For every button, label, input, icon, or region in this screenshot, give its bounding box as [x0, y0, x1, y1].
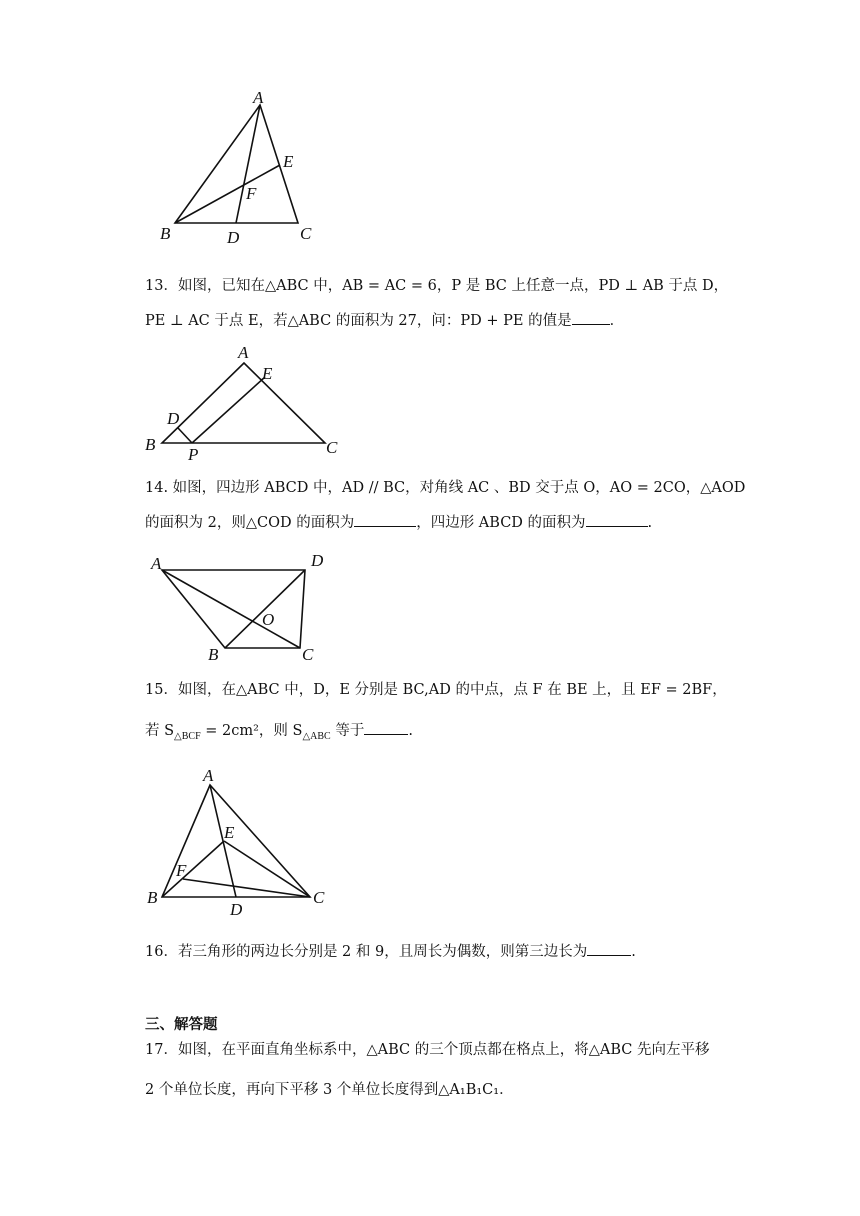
answer-blank-15[interactable]: [364, 720, 408, 735]
label-f: F: [176, 861, 187, 880]
label-b: B: [147, 888, 158, 907]
subscript-bcf: △BCF: [174, 730, 201, 742]
label-e: E: [262, 364, 273, 383]
figure-quadrilateral-abcd: [145, 550, 345, 665]
label-c: C: [300, 224, 312, 243]
subscript-abc: △ABC: [302, 730, 331, 742]
segment-pe: [192, 377, 265, 443]
label-o: O: [262, 610, 275, 629]
question-17-line-1: 17．如图，在平面直角坐标系中，△ABC 的三个顶点都在格点上，将△ABC 先向左平移: [145, 1042, 710, 1058]
text: 若 S: [145, 723, 175, 739]
question-16: [145, 941, 636, 962]
label-d: D: [230, 900, 243, 919]
label-b: B: [160, 224, 171, 243]
label-d: D: [311, 551, 324, 570]
label-a: A: [203, 766, 214, 785]
answer-blank-14-abcd[interactable]: [586, 512, 648, 527]
answer-blank-13[interactable]: [572, 310, 610, 325]
label-c: C: [302, 645, 314, 664]
period: .: [631, 944, 636, 960]
question-14-text-a: 的面积为 2，则△COD 的面积为: [145, 515, 355, 531]
label-c: C: [313, 888, 325, 907]
question-17-line-2: 2 个单位长度，再向下平移 3 个单位长度得到△A₁B₁C₁．: [145, 1082, 514, 1098]
question-16-text: 16．若三角形的两边长分别是 2 和 9，且周长为偶数，则第三边长为: [145, 944, 588, 960]
question-14-line-2: [145, 512, 652, 533]
label-a: A: [238, 343, 249, 362]
label-e: E: [224, 823, 235, 842]
label-c: C: [326, 438, 338, 457]
figure-13-svg: [140, 340, 350, 465]
triangle-abc: [175, 105, 298, 223]
period: .: [408, 723, 413, 739]
diagonal-bd: [225, 570, 305, 648]
label-a: A: [151, 554, 162, 573]
segment-fc: [183, 879, 310, 897]
label-e: E: [283, 152, 294, 171]
triangle-abc: [162, 363, 325, 443]
section-heading: 三、解答题: [145, 1016, 218, 1033]
segment-be: [162, 841, 224, 897]
figure-15-svg: [140, 765, 340, 920]
period: ．: [609, 313, 625, 329]
diagonal-ac: [162, 570, 300, 648]
question-15-line-1: 15．如图，在△ABC 中，D，E 分别是 BC,AD 的中点，点 F 在 BE 上，且 EF = 2BF，: [145, 682, 727, 698]
figure-14-svg: [145, 550, 345, 665]
label-b: B: [145, 435, 156, 454]
label-d: D: [167, 409, 180, 428]
triangle-abc: [162, 785, 310, 897]
figure-12-svg: [150, 85, 330, 250]
question-14-line-1: 14. 如图，四边形 ABCD 中，AD // BC，对角线 AC 、BD 交于点 O，AO = 2CO，△AOD: [145, 480, 746, 496]
period: .: [647, 515, 653, 531]
label-b: B: [208, 645, 219, 664]
question-13-line-1: 13．如图，已知在△ABC 中，AB = AC = 6，P 是 BC 上任意一点，PD ⊥ AB 于点 D，: [145, 278, 729, 294]
answer-blank-14-cod[interactable]: [354, 512, 416, 527]
figure-triangle-midpoints: [140, 765, 340, 920]
question-15-line-2: [145, 720, 413, 747]
segment-be: [175, 165, 280, 223]
figure-triangle-abc-median: [150, 85, 330, 250]
question-13-line-2: [145, 310, 624, 331]
question-13-line-2-text: PE ⊥ AC 于点 E，若△ABC 的面积为 27，问：PD + PE 的值是: [145, 313, 572, 329]
text: = 2cm²，则 S: [200, 723, 303, 739]
answer-blank-16[interactable]: [587, 941, 631, 956]
question-14-text-b: ，四边形 ABCD 的面积为: [416, 515, 586, 531]
figure-triangle-perpendiculars: [140, 340, 350, 465]
text: 等于: [330, 723, 365, 739]
label-f: F: [246, 184, 257, 203]
label-a: A: [253, 88, 264, 107]
label-d: D: [227, 228, 240, 247]
label-p: P: [188, 445, 199, 464]
segment-pd: [178, 428, 192, 443]
